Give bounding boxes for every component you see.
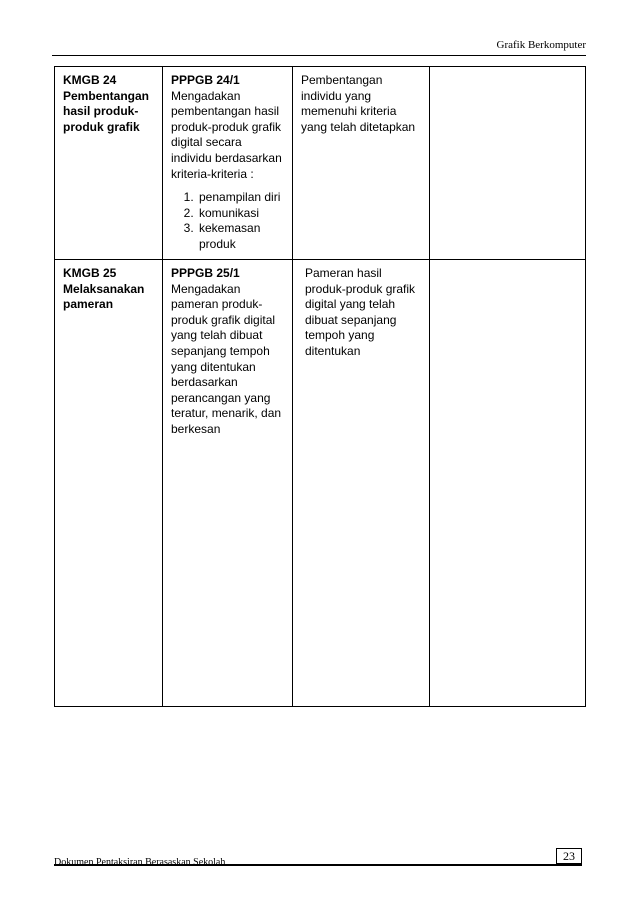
notes-text bbox=[430, 67, 585, 79]
table-row bbox=[55, 67, 586, 260]
standard-cell bbox=[163, 260, 293, 707]
criteria-list bbox=[171, 190, 285, 252]
notes-cell bbox=[430, 260, 586, 707]
criteria-cell bbox=[293, 260, 430, 707]
criteria-item: 2. komunikasi bbox=[197, 206, 285, 222]
criteria-text: Pembentangan individu yang memenuhi kriteria yang telah ditetapkan bbox=[301, 73, 416, 134]
competency-cell bbox=[55, 260, 163, 707]
assessment-table bbox=[54, 66, 586, 707]
criteria-cell bbox=[293, 67, 430, 260]
notes-cell bbox=[430, 67, 586, 260]
table-row bbox=[55, 260, 586, 707]
criteria-text: Pameran hasil produk-produk grafik digital yang telah dibuat sepanjang tempoh yang ditentukan bbox=[305, 266, 416, 358]
criteria-item: 1. penampilan diri bbox=[197, 190, 285, 206]
competency-title: Pembentangan hasil produk-produk grafik bbox=[63, 88, 150, 134]
header-title: Grafik Berkomputer bbox=[496, 39, 586, 51]
competency-title: Melaksanakan pameran bbox=[63, 281, 145, 312]
standard-text: Mengadakan pembentangan hasil produk-produk grafik digital secara individu berdasarkan kriteria-kriteria : bbox=[171, 88, 282, 181]
standard-text: Mengadakan pameran produk-produk grafik digital yang telah dibuat sepanjang tempoh yang ditentukan berdasarkan perancangan yang teratur, menarik, dan berkesan bbox=[171, 281, 282, 436]
standard-code: PPPGB 25/1 bbox=[171, 266, 240, 280]
page-number: 23 bbox=[556, 848, 582, 864]
footer-text: Dokumen Pentaksiran Berasaskan Sekolah bbox=[54, 857, 226, 868]
notes-text bbox=[430, 260, 585, 272]
competency-code: KMGB 24 bbox=[63, 73, 117, 87]
competency-code: KMGB 25 bbox=[63, 266, 117, 280]
standard-cell bbox=[163, 67, 293, 260]
criteria-item: 3. kekemasan produk bbox=[197, 221, 285, 252]
competency-cell bbox=[55, 67, 163, 260]
standard-code: PPPGB 24/1 bbox=[171, 73, 240, 87]
header-rule bbox=[52, 55, 586, 56]
